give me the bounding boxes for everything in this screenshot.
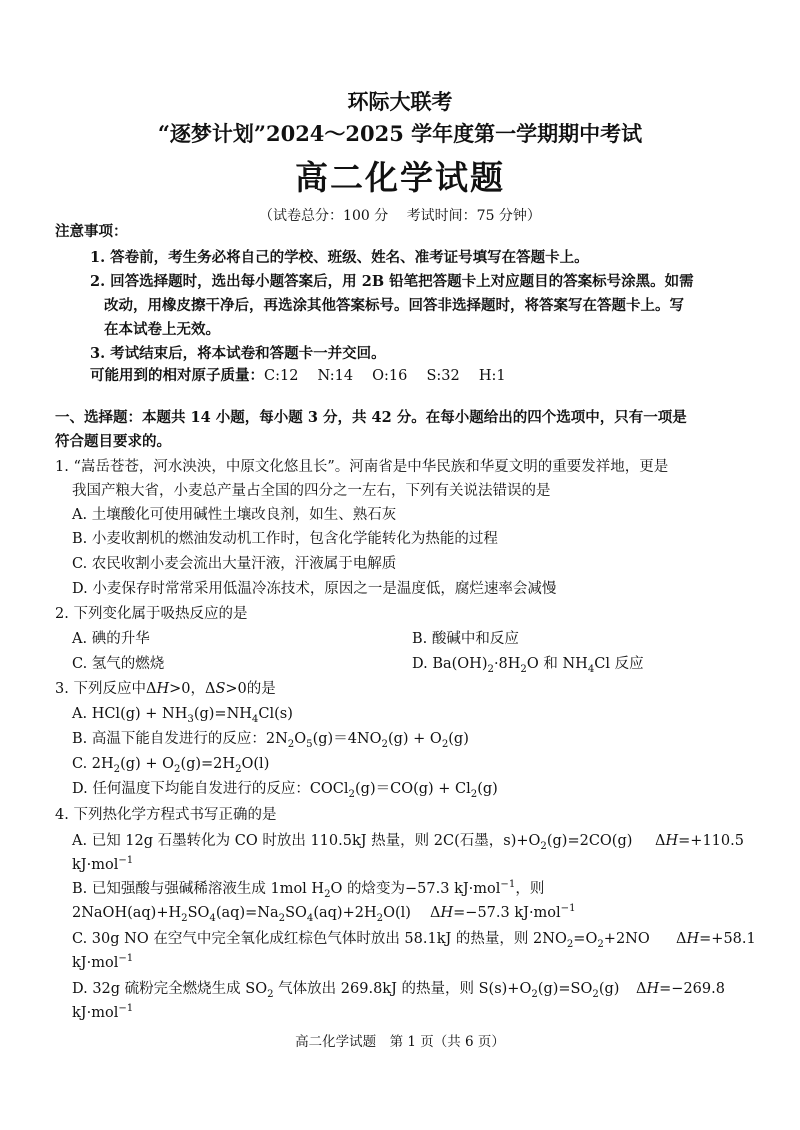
q4-option-d-dh: ΔH=−269.8 (636, 981, 725, 997)
q4-option-a-line-1: A. 已知 12g 石墨转化为 CO 时放出 110.5kJ 热量，则 2C(石墨，$s)+O_2(g)=2CO(g)$ (72, 833, 633, 852)
q2-option-d: D. $Ba(OH)_2\cdot 8H_2O$ 和 $NH_4Cl$ 反应 (412, 656, 644, 675)
notice-item-2-line-1: 2. 回答选择题时，选出每小题答案后，用 2B 铅笔把答题卡上对应题目的答案标号涂黑。如需 (90, 273, 694, 290)
exam-org: 环际大联考 (347, 89, 453, 114)
q2-option-b: B. 酸碱中和反应 (412, 631, 519, 647)
notice-heading: 注意事项： (55, 223, 128, 240)
q1-option-b: B. 小麦收割机的燃油发动机工作时，包含化学能转化为热能的过程 (72, 531, 498, 547)
section-1-intro-line-2: 符合题目要求的。 (55, 433, 171, 450)
q4-option-b-line-2: $2NaOH(aq)+H_2SO_4(aq)=Na_2SO_4(aq)+2H_2O(l)$ ΔH=−57.3 kJ·mol$^{-1}$ (72, 903, 576, 924)
q4-option-c-line-1: C. 30g NO 在空气中完全氧化成红棕色气体时放出 58.1kJ 的热量，则 $2NO_2=O_2+2NO$ (72, 931, 650, 950)
q4-option-c-dh: ΔH=+58.1 (676, 931, 756, 947)
q4-option-a-unit: kJ·mol$^{-1}$ (72, 855, 134, 873)
q4-option-d-line-1: D. 32g 硫粉完全燃烧生成 $SO_2$ 气体放出 269.8kJ 的热量，则 $S(s)+O_2(g)=SO_2(g)$ (72, 981, 620, 1000)
exam-name: “逐梦计划”2024～2025 学年度第一学期期中考试 (157, 121, 643, 146)
q3-option-c: C. $2H_2(g) + O_2(g)=2H_2O(l)$ (72, 756, 270, 775)
q3-option-a: A. $HCl(g) + NH_3(g)=NH_4Cl(s)$ (72, 706, 293, 725)
q3-stem: 3. 下列反应中ΔH>0，ΔS>0的是 (55, 681, 276, 697)
q1-option-d: D. 小麦保存时常常采用低温冷冻技术，原因之一是温度低，腐烂速率会减慢 (72, 581, 557, 597)
q4-option-c-unit: kJ·mol$^{-1}$ (72, 953, 134, 971)
exam-info: （试卷总分：100 分 考试时间：75 分钟） (259, 208, 541, 224)
q2-stem: 2. 下列变化属于吸热反应的是 (55, 606, 248, 622)
q4-option-b-line-1: B. 已知强酸与强碱稀溶液生成 1mol $H_2O$ 的焓变为−57.3 kJ·mol$^{-1}$，则 (72, 879, 545, 900)
notice-item-2-line-3: 在本试卷上无效。 (104, 321, 220, 338)
q1-stem-line-2: 我国产粮大省，小麦总产量占全国的四分之一左右，下列有关说法错误的是 (72, 483, 551, 499)
q2-option-a: A. 碘的升华 (72, 631, 150, 647)
atomic-mass-values: C:12 N:14 O:16 S:32 H:1 (264, 368, 506, 384)
q1-option-c: C. 农民收割小麦会流出大量汗液，汗液属于电解质 (72, 556, 397, 572)
q2-option-c: C. 氢气的燃烧 (72, 656, 165, 672)
q1-stem-line-1: 1. “嵩岳苍苍，河水泱泱，中原文化悠且长”。河南省是中华民族和华夏文明的重要发祥地，更是 (55, 459, 669, 475)
notice-item-1: 1. 答卷前，考生务必将自己的学校、班级、姓名、准考证号填写在答题卡上。 (90, 249, 589, 266)
atomic-mass-label: 可能用到的相对原子质量： (90, 367, 264, 384)
q3-option-d: D. 任何温度下均能自发进行的反应：COCl$_2$(g)＝CO(g) + $Cl_2(g)$ (72, 781, 498, 800)
atomic-masses (90, 366, 506, 386)
notice-item-2-line-2: 改动，用橡皮擦干净后，再选涂其他答案标号。回答非选择题时，将答案写在答题卡上。写 (104, 297, 684, 314)
q4-stem: 4. 下列热化学方程式书写正确的是 (55, 807, 277, 823)
notice-item-3: 3. 考试结束后，将本试卷和答题卡一并交回。 (90, 345, 386, 362)
q1-option-a: A. 土壤酸化可使用碱性土壤改良剂，如生、熟石灰 (72, 507, 397, 523)
page-footer: 高二化学试题 第 1 页（共 6 页） (295, 1034, 505, 1050)
page-title: 高二化学试题 (295, 158, 505, 197)
q3-option-b: B. 高温下能自发进行的反应：$2N_2O_5(g)=4NO_2(g) + O_2(g)$ (72, 731, 469, 750)
section-1-intro-line-1: 一、选择题：本题共 14 小题，每小题 3 分，共 42 分。在每小题给出的四个选项中，只有一项是 (55, 409, 687, 426)
q4-option-d-unit: kJ·mol$^{-1}$ (72, 1003, 134, 1021)
q4-option-a-dh: ΔH=+110.5 (655, 833, 744, 849)
